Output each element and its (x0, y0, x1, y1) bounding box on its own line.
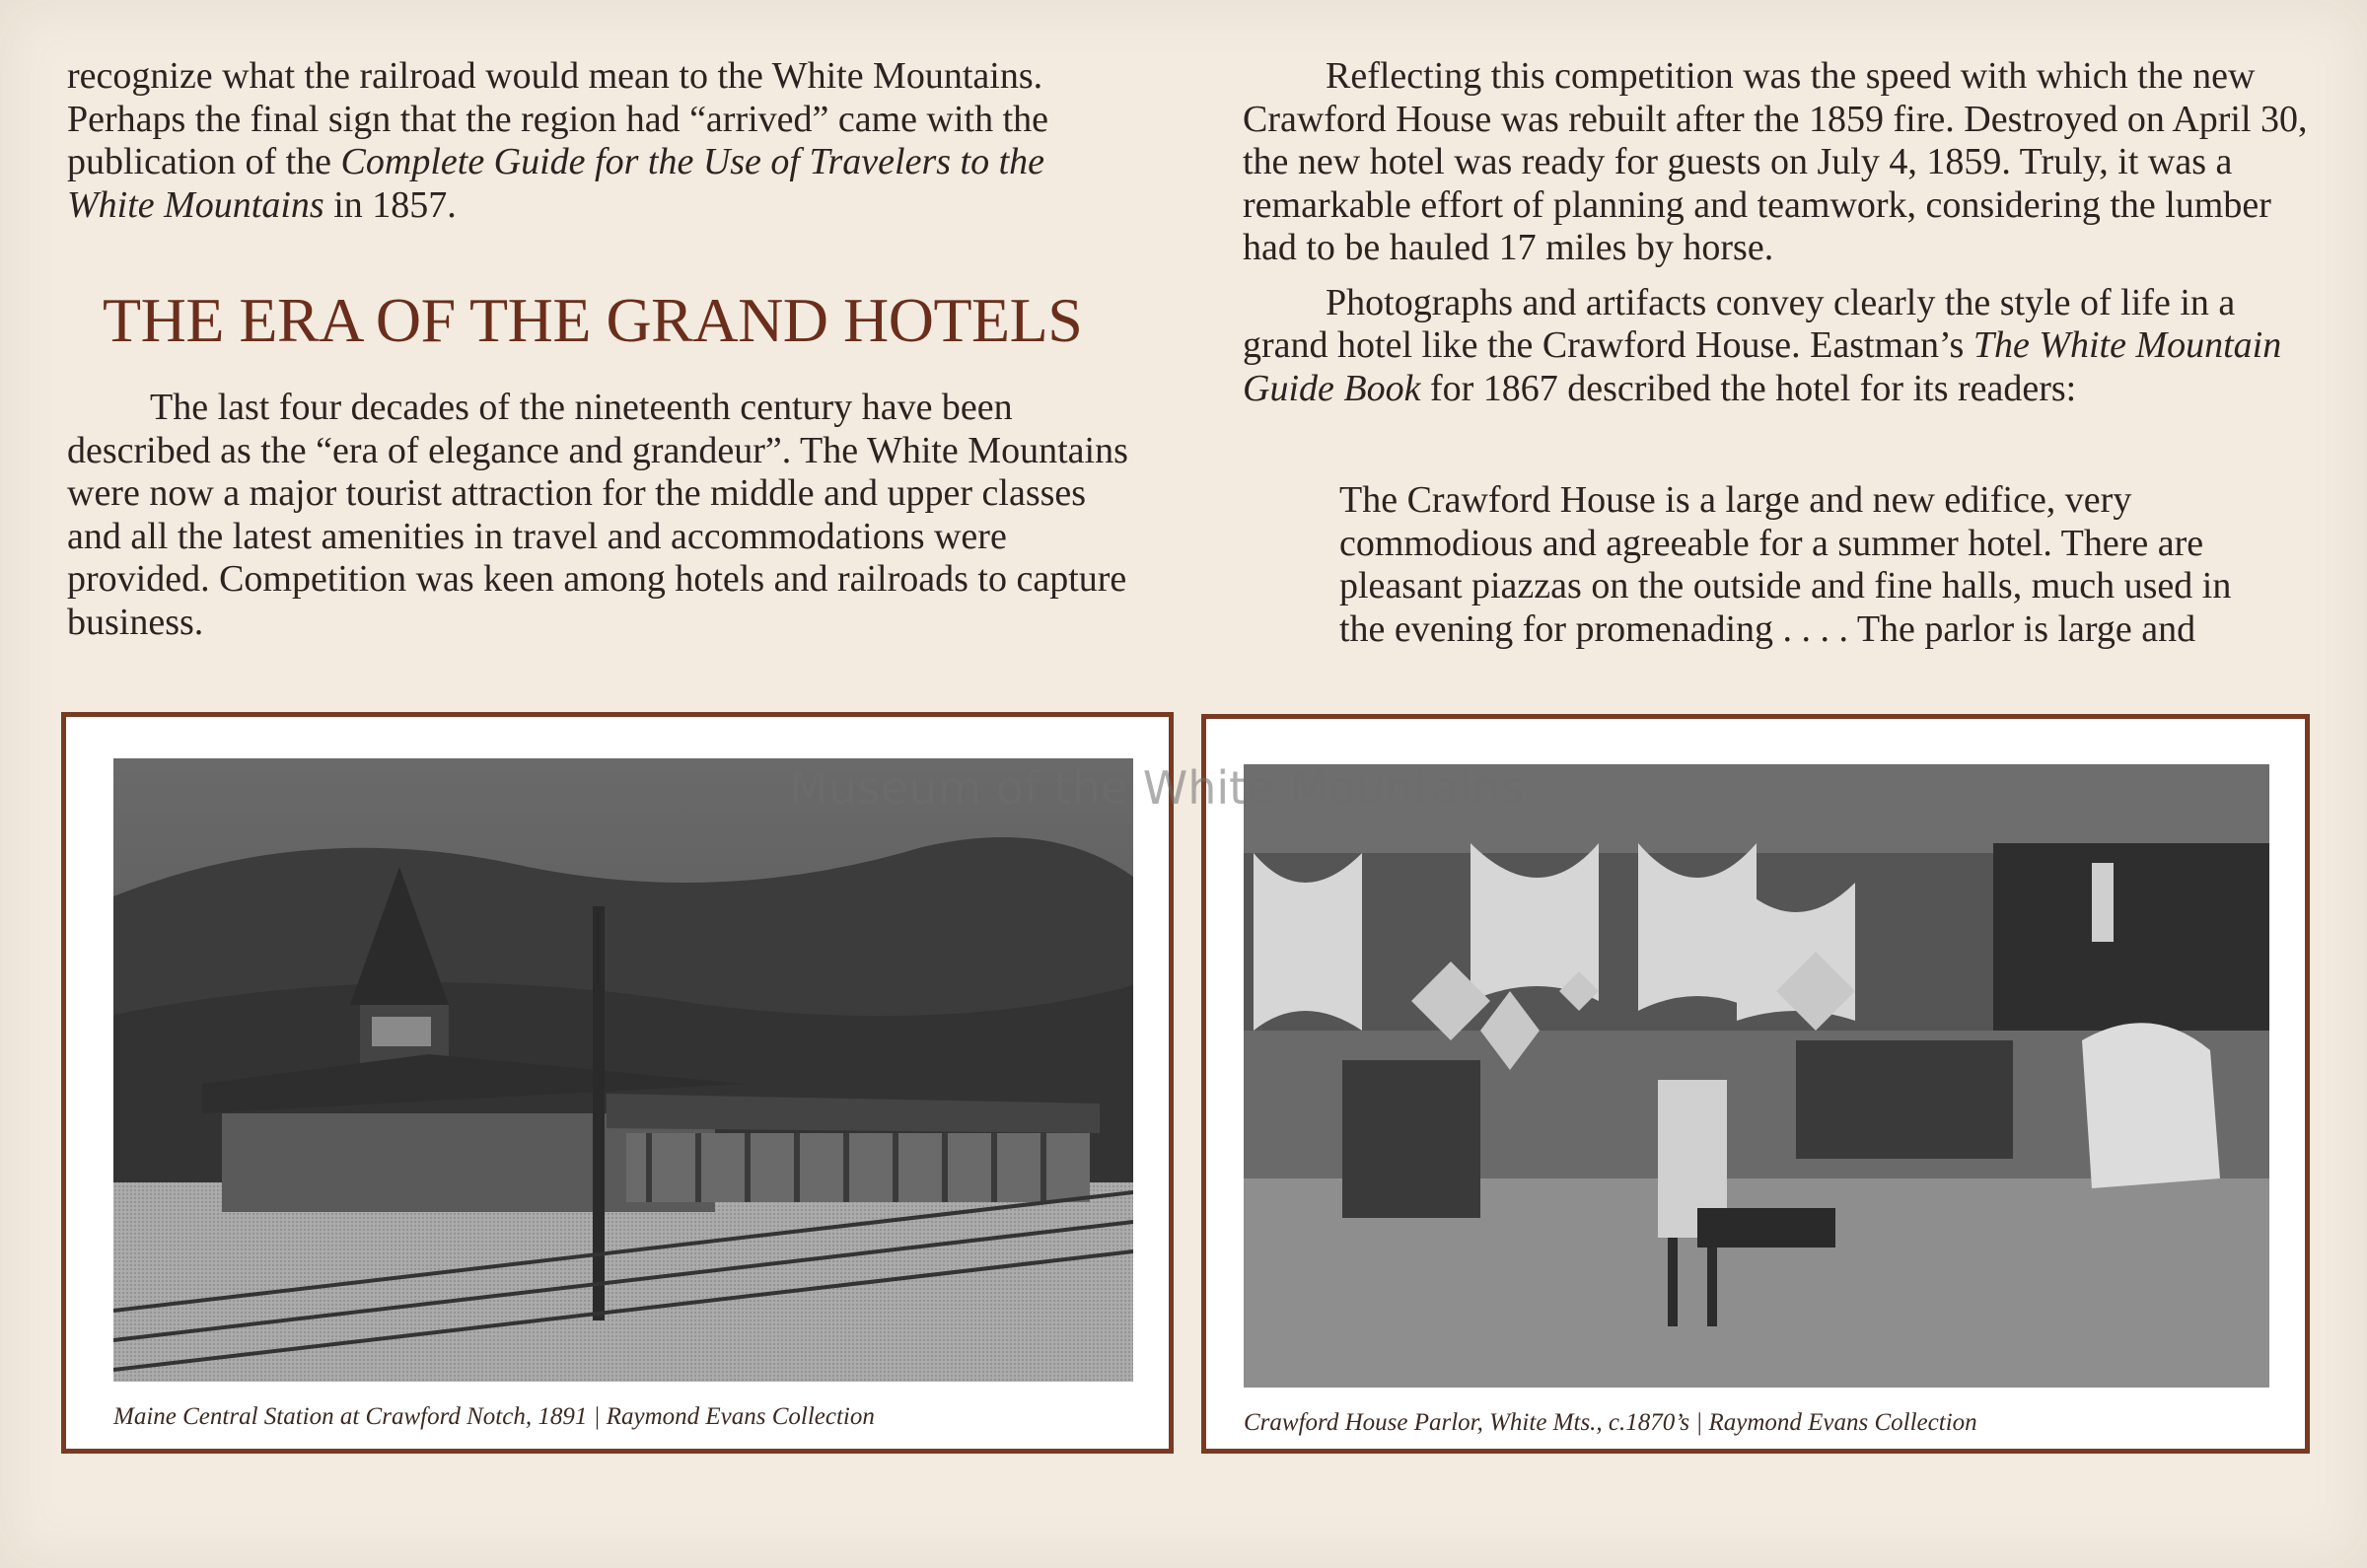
guide-book-title: The White Mountain Guide Book (1243, 324, 2282, 409)
left-column-intro (67, 55, 1132, 227)
station-photo (113, 758, 1133, 1382)
section-heading: THE ERA OF THE GRAND HOTELS (103, 285, 1083, 355)
museum-watermark: Museum of the White Mountains (789, 761, 1525, 815)
guide-title: Complete Guide for the Use of Travelers to the White Mountains (67, 141, 1045, 226)
intro-paragraph: recognize what the railroad would mean to the White Mountains. Perhaps the final sign that the region had “arrived” came with the publication of the Complete Guide for the Use of Travelers to the White Mountains in 1857. (67, 55, 1049, 226)
station-photo-image (113, 758, 1133, 1382)
parlor-photo (1244, 764, 2269, 1388)
station-photo-frame (61, 712, 1174, 1454)
parlor-photo-frame (1201, 714, 2310, 1454)
station-photo-caption: Maine Central Station at Crawford Notch, 1891 | Raymond Evans Collection (113, 1403, 875, 1430)
block-quote: The Crawford House is a large and new edifice, very commodious and agreeable for a summer hotel. There are pleasant piazzas on the outside and fine halls, much used in the evening for promenading . . . . The parlor is large and (1339, 479, 2232, 650)
grand-hotels-paragraph: The last four decades of the nineteenth century have been described as the “era of elegance and grandeur”. The White Mountains were now a major tourist attraction for the middle and upper classes and all the latest amenities in travel and accommodations were provided. Competition was keen among hotels and railroads to capture business. (67, 387, 1128, 643)
parlor-photo-image (1244, 764, 2269, 1388)
competition-paragraph: Reflecting this competition was the speed with which the new Crawford House was rebuilt after the 1859 fire. Destroyed on April 30, the new hotel was ready for guests on July 4, 1859. Truly, it was a remarkable effort of planning and teamwork, considering the lumber had to be hauled 17 miles by horse. (1243, 55, 2308, 268)
photos-paragraph: Photographs and artifacts convey clearly the style of life in a grand hotel like the Crawford House. Eastman’s The White Mountain Guide Book for 1867 described the hotel for its readers: (1243, 281, 2282, 409)
right-column (1243, 55, 2328, 410)
parlor-photo-caption: Crawford House Parlor, White Mts., c.1870’s | Raymond Evans Collection (1244, 1409, 1977, 1436)
